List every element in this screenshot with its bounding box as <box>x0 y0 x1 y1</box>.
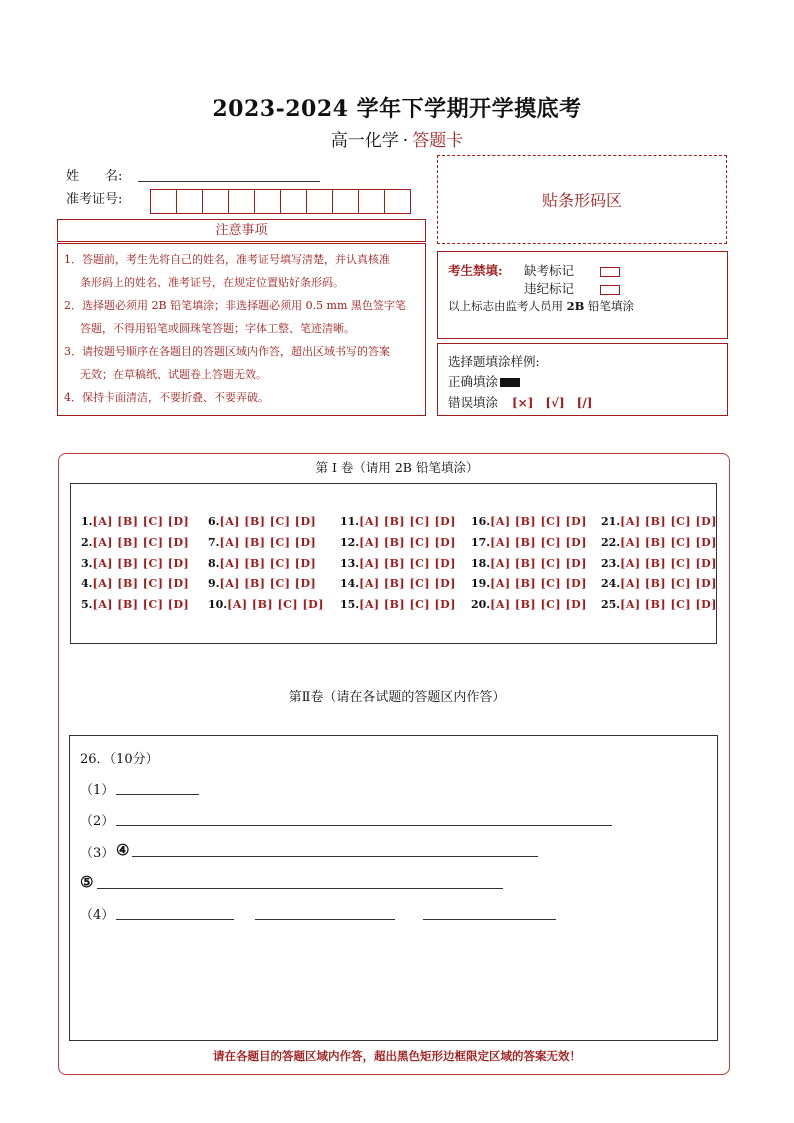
page-title: 2023-2024 学年下学期开学摸底考 <box>212 96 582 122</box>
q26-part1-label: （1） <box>80 783 115 798</box>
answer-options[interactable]: [A] [B] [C] [D] <box>359 557 456 570</box>
question-number: 22. <box>601 536 621 549</box>
notice-item-4: 4．保持卡面清洁，不要折叠、不要弄破。 <box>64 391 269 404</box>
choice-question <box>81 536 189 549</box>
answer-options[interactable]: [A] [B] [C] [D] <box>359 598 456 611</box>
wrong-fill-label: 错误填涂 <box>448 395 499 410</box>
exam-id-digit-box[interactable] <box>255 190 281 213</box>
proctor-marks-box <box>437 251 728 339</box>
exam-id-digit-box[interactable] <box>229 190 255 213</box>
choice-question <box>340 598 456 611</box>
violation-mark-row <box>524 279 620 297</box>
barcode-label: 贴条形码区 <box>541 191 622 210</box>
answer-options[interactable]: [A] [B] [C] [D] <box>227 598 324 611</box>
question-number: 18. <box>471 557 491 570</box>
section1-title: 第 I 卷（请用 2B 铅笔填涂） <box>315 460 479 475</box>
question-number: 17. <box>471 536 491 549</box>
q26-part2-label: （2） <box>80 814 115 829</box>
question-number: 11. <box>340 515 360 528</box>
question-number: 7. <box>208 536 220 549</box>
question-number: 5. <box>81 598 93 611</box>
fill-sample-box <box>437 343 728 416</box>
answer-options[interactable]: [A] [B] [C] [D] <box>219 557 317 570</box>
name-label: 姓 名: <box>66 169 123 184</box>
proctor-only-label: 考生禁填: <box>448 263 503 278</box>
q26-header: 26．（10分） <box>80 752 159 767</box>
answer-options[interactable]: [A] [B] [C] [D] <box>620 536 717 549</box>
notice-body <box>57 243 426 416</box>
absent-mark-row <box>524 261 620 279</box>
answer-options[interactable]: [A] [B] [C] [D] <box>620 598 717 611</box>
answer-options[interactable]: [A] [B] [C] [D] <box>490 557 587 570</box>
choice-question <box>81 598 189 611</box>
answer-options[interactable]: [A] [B] [C] [D] <box>359 577 456 590</box>
question-number: 1. <box>81 515 93 528</box>
notice-item-2: 2．选择题必须用 2B 铅笔填涂；非选择题必须用 0.5 mm 黑色签字笔 <box>64 299 406 312</box>
exam-id-digit-box[interactable] <box>307 190 333 213</box>
answer-options[interactable]: [A] [B] [C] [D] <box>219 577 317 590</box>
choice-answer-box <box>70 483 717 644</box>
absent-mark-label: 缺考标记 <box>524 263 575 278</box>
answer-options[interactable]: [A] [B] [C] [D] <box>620 515 717 528</box>
choice-question <box>340 536 456 549</box>
question-number: 19. <box>471 577 491 590</box>
q26-answer-box <box>69 735 718 1041</box>
proctor-note-post: 铅笔填涂 <box>588 299 635 313</box>
q26-part1-blank[interactable] <box>116 794 199 795</box>
answer-options[interactable]: [A] [B] [C] [D] <box>620 557 717 570</box>
question-number: 20. <box>471 598 491 611</box>
q26-part4-blank-2[interactable] <box>255 919 395 920</box>
exam-id-digit-box[interactable] <box>385 190 410 213</box>
question-number: 14. <box>340 577 360 590</box>
choice-question <box>601 536 717 549</box>
question-number: 16. <box>471 515 491 528</box>
question-number: 13. <box>340 557 360 570</box>
exam-id-digit-box[interactable] <box>151 190 177 213</box>
answer-options[interactable]: [A] [B] [C] [D] <box>92 557 190 570</box>
exam-id-digit-box[interactable] <box>177 190 203 213</box>
notice-item-1-cont: 条形码上的姓名、准考证号，在规定位置贴好条形码。 <box>80 276 344 289</box>
question-number: 25. <box>601 598 621 611</box>
name-field[interactable] <box>138 181 320 182</box>
question-number: 21. <box>601 515 621 528</box>
filled-mark-icon <box>500 378 520 387</box>
proctor-note-pre: 以上标志由监考人员用 <box>448 299 563 313</box>
choice-question <box>81 515 189 528</box>
correct-fill-row <box>448 372 520 390</box>
choice-question <box>208 515 316 528</box>
q26-sub5-label: ⑤ <box>80 873 94 891</box>
choice-question <box>340 557 456 570</box>
exam-id-boxes[interactable] <box>150 189 411 214</box>
answer-options[interactable]: [A] [B] [C] [D] <box>490 536 587 549</box>
exam-id-digit-box[interactable] <box>359 190 385 213</box>
notice-heading: 注意事项 <box>57 219 426 242</box>
answer-options[interactable]: [A] [B] [C] [D] <box>490 598 587 611</box>
question-number: 8. <box>208 557 220 570</box>
answer-options[interactable]: [A] [B] [C] [D] <box>490 515 587 528</box>
subject-label: 高一化学 <box>330 131 399 151</box>
choice-question <box>81 557 189 570</box>
q26-sub4-label: ④ <box>116 841 130 859</box>
choice-question <box>208 598 324 611</box>
answer-options[interactable]: [A] [B] [C] [D] <box>92 515 190 528</box>
question-number: 6. <box>208 515 220 528</box>
question-number: 15. <box>340 598 360 611</box>
answer-options[interactable]: [A] [B] [C] [D] <box>92 598 190 611</box>
notice-item-2-cont: 答题，不得用铅笔或圆珠笔答题；字体工整、笔迹清晰。 <box>80 322 355 335</box>
proctor-note <box>448 298 634 314</box>
fill-sample-heading: 选择题填涂样例: <box>448 354 540 369</box>
exam-id-digit-box[interactable] <box>333 190 359 213</box>
question-number: 3. <box>81 557 93 570</box>
question-number: 12. <box>340 536 360 549</box>
section2-title: 第Ⅱ卷（请在各试题的答题区内作答） <box>288 690 506 705</box>
q26-part4-label: （4） <box>80 908 115 923</box>
notice-item-3: 3．请按题号顺序在各题目的答题区域内作答，超出区域书写的答案 <box>64 345 390 358</box>
q26-part3-label: （3） <box>80 846 115 861</box>
answer-options[interactable]: [A] [B] [C] [D] <box>92 577 190 590</box>
choice-question <box>601 577 717 590</box>
answer-card-label: 答题卡 <box>412 131 464 151</box>
q26-part2-blank[interactable] <box>116 825 612 826</box>
answer-options[interactable]: [A] [B] [C] [D] <box>359 515 456 528</box>
exam-id-digit-box[interactable] <box>281 190 307 213</box>
notice-item-3-cont: 无效；在草稿纸、试题卷上答题无效。 <box>80 368 267 381</box>
choice-question <box>601 598 717 611</box>
question-number: 24. <box>601 577 621 590</box>
page-subtitle <box>0 126 794 151</box>
answer-options[interactable]: [A] [B] [C] [D] <box>219 515 317 528</box>
q26-part4-blank-1[interactable] <box>116 919 234 920</box>
violation-mark-label: 违纪标记 <box>524 281 575 296</box>
choice-question <box>208 536 316 549</box>
subtitle-separator: · <box>402 131 409 151</box>
choice-question <box>601 515 717 528</box>
choice-question <box>208 557 316 570</box>
q26-sub5-blank[interactable] <box>97 888 503 889</box>
question-number: 2. <box>81 536 93 549</box>
footer-warning: 请在各题目的答题区域内作答，超出黑色矩形边框限定区域的答案无效！ <box>213 1049 581 1063</box>
choice-question <box>81 577 189 590</box>
notice-item-1: 1．答题前，考生先将自己的姓名，准考证号填写清楚，并认真核准 <box>64 253 390 266</box>
exam-id-label: 准考证号: <box>66 192 123 207</box>
exam-id-digit-box[interactable] <box>203 190 229 213</box>
correct-fill-label: 正确填涂 <box>448 374 499 389</box>
violation-mark-box[interactable] <box>600 285 620 295</box>
answer-options[interactable]: [A] [B] [C] [D] <box>219 536 317 549</box>
choice-question <box>471 598 587 611</box>
answer-options[interactable]: [A] [B] [C] [D] <box>92 536 190 549</box>
q26-part4-blank-3[interactable] <box>423 919 556 920</box>
choice-question <box>340 577 456 590</box>
proctor-note-pencil: 2B <box>566 299 585 313</box>
absent-mark-box[interactable] <box>600 267 620 277</box>
q26-sub4-blank[interactable] <box>132 856 538 857</box>
choice-question <box>471 515 587 528</box>
wrong-mark-slash: [/] <box>576 396 593 410</box>
answer-options[interactable]: [A] [B] [C] [D] <box>359 536 456 549</box>
wrong-mark-check: [√] <box>545 396 565 410</box>
choice-question <box>340 515 456 528</box>
choice-question <box>471 557 587 570</box>
choice-question <box>471 577 587 590</box>
answer-options[interactable]: [A] [B] [C] [D] <box>620 577 717 590</box>
question-number: 4. <box>81 577 93 590</box>
question-number: 23. <box>601 557 621 570</box>
question-number: 10. <box>208 598 228 611</box>
wrong-mark-x: [×] <box>512 396 534 410</box>
choice-question <box>208 577 316 590</box>
question-number: 9. <box>208 577 220 590</box>
answer-options[interactable]: [A] [B] [C] [D] <box>490 577 587 590</box>
wrong-fill-row <box>448 393 592 411</box>
barcode-area <box>437 155 727 244</box>
choice-question <box>601 557 717 570</box>
choice-question <box>471 536 587 549</box>
